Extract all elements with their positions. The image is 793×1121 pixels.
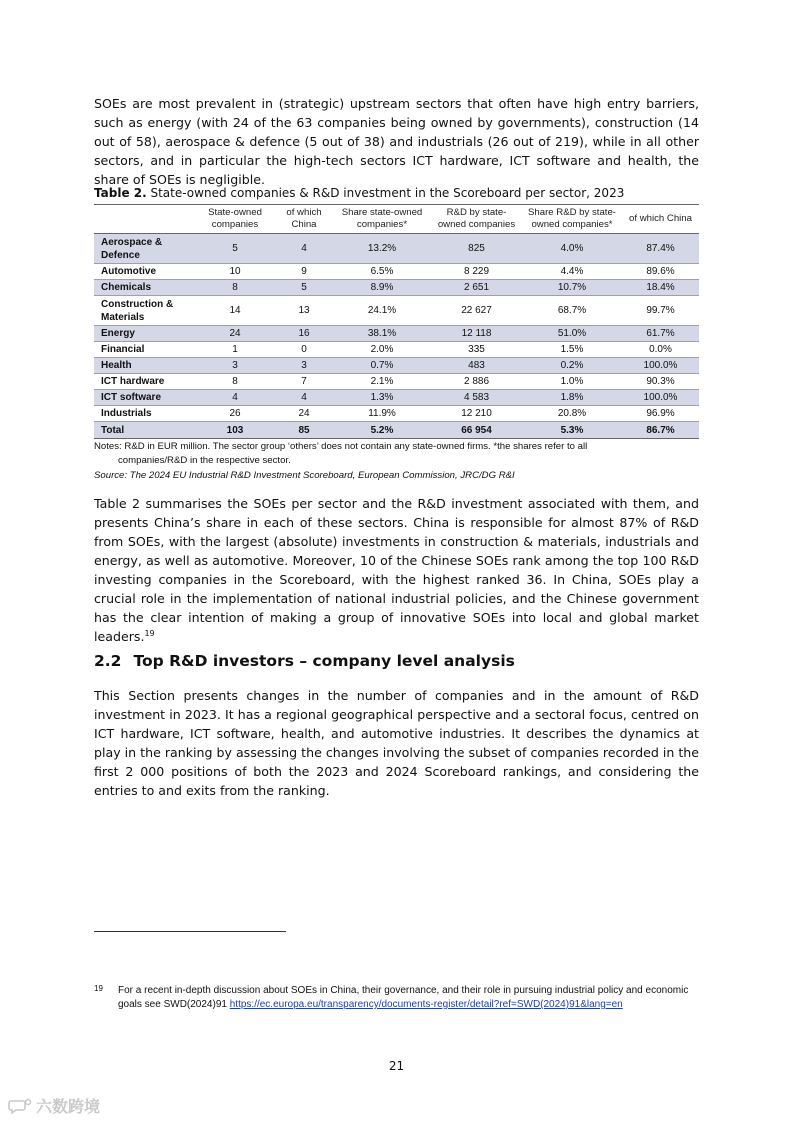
summary-paragraph xyxy=(94,494,699,646)
row-share-soe: 2.1% xyxy=(333,374,431,390)
row-rd: 4 583 xyxy=(431,390,522,406)
row-soe: 8 xyxy=(195,280,275,296)
row-rd-china: 87.4% xyxy=(622,234,699,264)
table-source: Source: The 2024 EU Industrial R&D Investment Scoreboard, European Commission, JRC/DG R&I xyxy=(94,470,515,481)
watermark xyxy=(8,1094,100,1117)
row-share-rd: 1.5% xyxy=(522,342,622,358)
row-share-rd: 5.3% xyxy=(522,422,622,439)
row-china: 4 xyxy=(275,390,333,406)
footnote-divider xyxy=(94,931,286,932)
footnote-ref[interactable]: 19 xyxy=(144,628,155,638)
row-sector: Chemicals xyxy=(94,280,195,296)
row-sector: Aerospace & Defence xyxy=(94,234,195,264)
row-share-rd: 20.8% xyxy=(522,406,622,422)
row-sector: Construction & Materials xyxy=(94,296,195,326)
row-rd-china: 99.7% xyxy=(622,296,699,326)
footnote-text: For a recent in-depth discussion about SOEs in China, their governance, and their role in pursuing industrial policy and economic goals see SWD(2024)91 xyxy=(118,985,689,1010)
row-sector: Financial xyxy=(94,342,195,358)
row-share-soe: 1.3% xyxy=(333,390,431,406)
row-soe: 4 xyxy=(195,390,275,406)
row-share-rd: 68.7% xyxy=(522,296,622,326)
row-rd-china: 61.7% xyxy=(622,326,699,342)
row-share-soe: 13.2% xyxy=(333,234,431,264)
row-china: 13 xyxy=(275,296,333,326)
row-china: 4 xyxy=(275,234,333,264)
footnote xyxy=(94,984,699,1012)
row-rd: 22 627 xyxy=(431,296,522,326)
row-soe: 103 xyxy=(195,422,275,439)
row-china: 3 xyxy=(275,358,333,374)
row-sector: Industrials xyxy=(94,406,195,422)
row-share-rd: 1.0% xyxy=(522,374,622,390)
row-share-rd: 10.7% xyxy=(522,280,622,296)
row-share-soe: 0.7% xyxy=(333,358,431,374)
section-heading xyxy=(94,652,515,670)
footnote-body xyxy=(118,984,699,1012)
row-soe: 26 xyxy=(195,406,275,422)
row-rd: 335 xyxy=(431,342,522,358)
row-rd-china: 100.0% xyxy=(622,390,699,406)
row-sector: ICT software xyxy=(94,390,195,406)
section-paragraph: This Section presents changes in the number of companies and in the amount of R&D investment in 2023. It has a regional geographical perspective and a sectoral focus, centred on ICT hardware, ICT software, health, and automotive industries. It describes the dynamics at play in the ranking by assessing the changes involving the subset of companies recorded in the first 2 000 positions of both the 2023 and 2024 Scoreboard rankings, and considering the entries to and exits from the ranking. xyxy=(94,688,699,798)
table-header-row xyxy=(94,205,699,234)
row-china: 0 xyxy=(275,342,333,358)
table-notes-line1: Notes: R&D in EUR million. The sector group ‘others’ does not contain any state-owned firms. *the shares refer to all xyxy=(94,441,588,452)
row-share-rd: 1.8% xyxy=(522,390,622,406)
row-rd: 2 886 xyxy=(431,374,522,390)
row-share-soe: 2.0% xyxy=(333,342,431,358)
row-soe: 14 xyxy=(195,296,275,326)
summary-text: Table 2 summarises the SOEs per sector and the R&D investment associated with them, and presents China’s share in each of these sectors. China is responsible for almost 87% of R&D from SOEs, with the largest (absolute) investments in construction & materials, industrials and energy, as well as automotive. Moreover, 10 of the Chinese SOEs rank among the top 100 R&D investing companies in the Scoreboard, with the highest ranked 36. In China, SOEs play a crucial role in the implementation of national industrial policies, and the Chinese government has the clear intention of making a group of innovative SOEs into local and global market leaders. xyxy=(94,496,699,644)
row-china: 24 xyxy=(275,406,333,422)
row-rd: 12 210 xyxy=(431,406,522,422)
row-sector: Automotive xyxy=(94,264,195,280)
row-rd-china: 0.0% xyxy=(622,342,699,358)
row-share-rd: 51.0% xyxy=(522,326,622,342)
row-rd-china: 86.7% xyxy=(622,422,699,439)
row-rd: 66 954 xyxy=(431,422,522,439)
row-share-soe: 5.2% xyxy=(333,422,431,439)
row-share-rd: 4.0% xyxy=(522,234,622,264)
row-china: 16 xyxy=(275,326,333,342)
row-rd: 12 118 xyxy=(431,326,522,342)
row-soe: 5 xyxy=(195,234,275,264)
table-row xyxy=(94,326,699,342)
table-row xyxy=(94,280,699,296)
header-rd-china: of which China xyxy=(622,205,699,234)
row-rd: 483 xyxy=(431,358,522,374)
table-row xyxy=(94,358,699,374)
table-row xyxy=(94,390,699,406)
footnote-link[interactable]: https://ec.europa.eu/transparency/documents-register/detail?ref=SWD(2024)91&lang=en xyxy=(229,999,623,1010)
soe-sector-table xyxy=(94,204,699,439)
row-sector: Total xyxy=(94,422,195,439)
row-soe: 1 xyxy=(195,342,275,358)
row-sector: ICT hardware xyxy=(94,374,195,390)
table-notes xyxy=(94,440,694,467)
row-rd: 2 651 xyxy=(431,280,522,296)
watermark-text: 六数跨境 xyxy=(36,1097,101,1116)
row-china: 5 xyxy=(275,280,333,296)
row-rd-china: 89.6% xyxy=(622,264,699,280)
table-caption-label: Table 2. xyxy=(94,186,147,200)
header-share-soe: Share state-owned companies* xyxy=(333,205,431,234)
row-rd-china: 90.3% xyxy=(622,374,699,390)
row-share-rd: 0.2% xyxy=(522,358,622,374)
footnote-number: 19 xyxy=(94,984,103,993)
section-title: Top R&D investors – company level analysis xyxy=(133,652,515,670)
table-total-row xyxy=(94,422,699,439)
table-row xyxy=(94,342,699,358)
header-soe-companies: State-owned companies xyxy=(195,205,275,234)
row-rd: 8 229 xyxy=(431,264,522,280)
row-share-soe: 6.5% xyxy=(333,264,431,280)
row-sector: Energy xyxy=(94,326,195,342)
table-caption-text: State-owned companies & R&D investment in the Scoreboard per sector, 2023 xyxy=(146,186,625,200)
section-number: 2.2 xyxy=(94,652,122,670)
row-soe: 3 xyxy=(195,358,275,374)
row-share-soe: 8.9% xyxy=(333,280,431,296)
row-share-soe: 38.1% xyxy=(333,326,431,342)
row-rd-china: 96.9% xyxy=(622,406,699,422)
table-row xyxy=(94,296,699,326)
header-sector xyxy=(94,205,195,234)
table-row xyxy=(94,264,699,280)
row-rd-china: 18.4% xyxy=(622,280,699,296)
row-rd: 825 xyxy=(431,234,522,264)
table-row xyxy=(94,374,699,390)
row-china: 9 xyxy=(275,264,333,280)
table-caption xyxy=(94,186,624,200)
row-soe: 8 xyxy=(195,374,275,390)
chat-bubble-icon xyxy=(8,1098,32,1114)
row-china: 7 xyxy=(275,374,333,390)
table-notes-line2: companies/R&D in the respective sector. xyxy=(118,454,291,466)
header-soe-china: of which China xyxy=(275,205,333,234)
row-soe: 24 xyxy=(195,326,275,342)
row-share-soe: 11.9% xyxy=(333,406,431,422)
page-number: 21 xyxy=(388,1059,405,1073)
row-rd-china: 100.0% xyxy=(622,358,699,374)
row-share-rd: 4.4% xyxy=(522,264,622,280)
row-sector: Health xyxy=(94,358,195,374)
row-soe: 10 xyxy=(195,264,275,280)
row-china: 85 xyxy=(275,422,333,439)
table-row xyxy=(94,234,699,264)
table-row xyxy=(94,406,699,422)
header-rd-soe: R&D by state-owned companies xyxy=(431,205,522,234)
intro-paragraph: SOEs are most prevalent in (strategic) upstream sectors that often have high entry barriers, such as energy (with 24 of the 63 companies being owned by governments), construction (14 out of 58), aerospace & defence (5 out of 38) and industrials (26 out of 219), while in all other sectors, and in particular the high-tech sectors ICT hardware, ICT software and health, the share of SOEs is negligible. xyxy=(94,96,699,187)
row-share-soe: 24.1% xyxy=(333,296,431,326)
header-share-rd: Share R&D by state-owned companies* xyxy=(522,205,622,234)
